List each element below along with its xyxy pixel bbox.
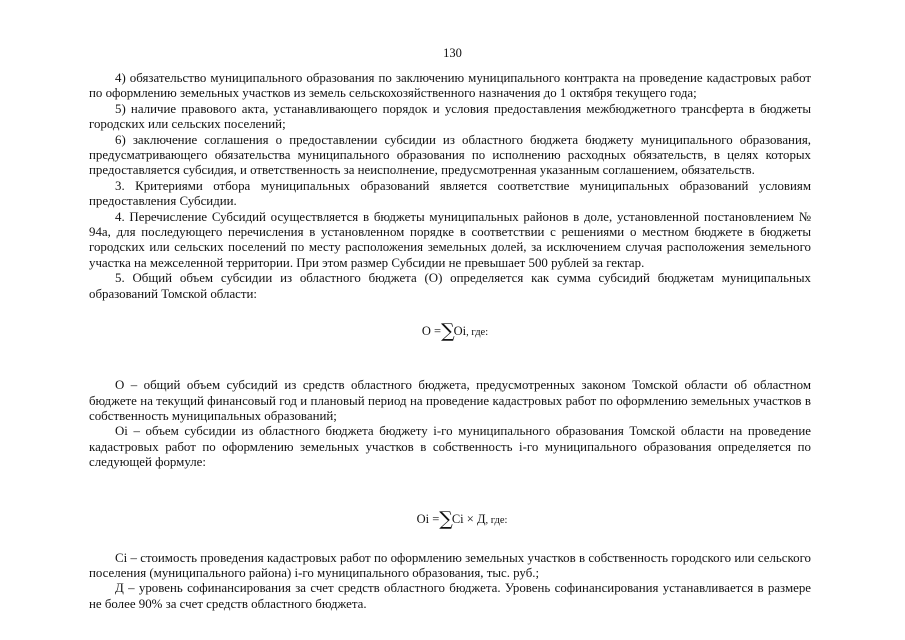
paragraph-definition-d: Д – уровень софинансирования за счет средств областного бюджета. Уровень софинансирования устанавливается в размере не более 90% за счет средств областного бюджета. (89, 581, 811, 611)
formula-municipal-suffix: , где: (485, 514, 508, 526)
page-number: 130 (443, 46, 462, 60)
formula-total-suffix: , где: (466, 327, 489, 339)
sum-symbol: ∑ (439, 507, 452, 530)
formula-municipal-subsidy (89, 493, 811, 545)
paragraph-condition-4: 4) обязательство муниципального образования по заключению муниципального контракта на проведение кадастровых работ по оформлению земельных участков из земель сельскохозяйственного назначения до 1 октября текущего года; (89, 71, 811, 101)
formula-total-subsidy (89, 306, 811, 356)
formula-total-rhs: Oi (453, 324, 467, 339)
paragraph-definition-ci: Ci – стоимость проведения кадастровых работ по оформлению земельных участков в собственность городского или сельского поселения (муниципального района) i-го муниципального образования, тыс. руб.; (89, 550, 811, 580)
paragraph-section-4: 4. Перечисление Субсидий осуществляется в бюджеты муниципальных районов в доле, установленной постановлением № 94а, для последующего перечисления в установленном порядке в соответствии с решениями о местном бюджете в бюджеты городских или сельских поселений по месту расположения земельных долей, за исключением случая расположения земельного участка на межселенной территории. При этом размер Субсидии не превышает 500 рублей за гектар. (89, 209, 811, 270)
formula-municipal-rhs: Ci × Д (451, 511, 486, 526)
formula-total-lhs: О = (421, 324, 442, 339)
document-body (89, 71, 811, 612)
paragraph-section-5: 5. Общий объем субсидии из областного бюджета (О) определяется как сумма субсидий бюджетам муниципальных образований Томской области: (89, 271, 811, 301)
paragraph-definition-oi: Oi – объем субсидии из областного бюджета бюджету i-го муниципального образования Томской области на проведение кадастровых работ по оформлению земельных участков в собственность i-го муниципального образования определяется по следующей формуле: (89, 424, 811, 470)
spacer (89, 358, 811, 378)
paragraph-definition-o: О – общий объем субсидий из средств областного бюджета, предусмотренных законом Томской области об областном бюджете на текущий финансовый год и плановый период на проведение кадастровых работ по оформлению земельных участков в собственность муниципальных образований; (89, 378, 811, 423)
paragraph-condition-5: 5) наличие правового акта, устанавливающего порядок и условия предоставления межбюджетного трансферта в бюджеты городских или сельских поселений; (89, 101, 811, 132)
sum-symbol: ∑ (441, 320, 454, 343)
paragraph-condition-6: 6) заключение соглашения о предоставлении субсидии из областного бюджета бюджету муниципального образования, предусматривающего обязательства муниципального образования по исполнению расходных обязательств, в целях которых предоставляется субсидия, и ответственность за неисполнение, предусмотренная указанным соглашением, обязательств. (89, 132, 811, 178)
formula-municipal-lhs: Oi = (416, 511, 440, 526)
paragraph-section-3: 3. Критериями отбора муниципальных образований является соответствие муниципальных образований условиям предоставления Субсидии. (89, 178, 811, 209)
